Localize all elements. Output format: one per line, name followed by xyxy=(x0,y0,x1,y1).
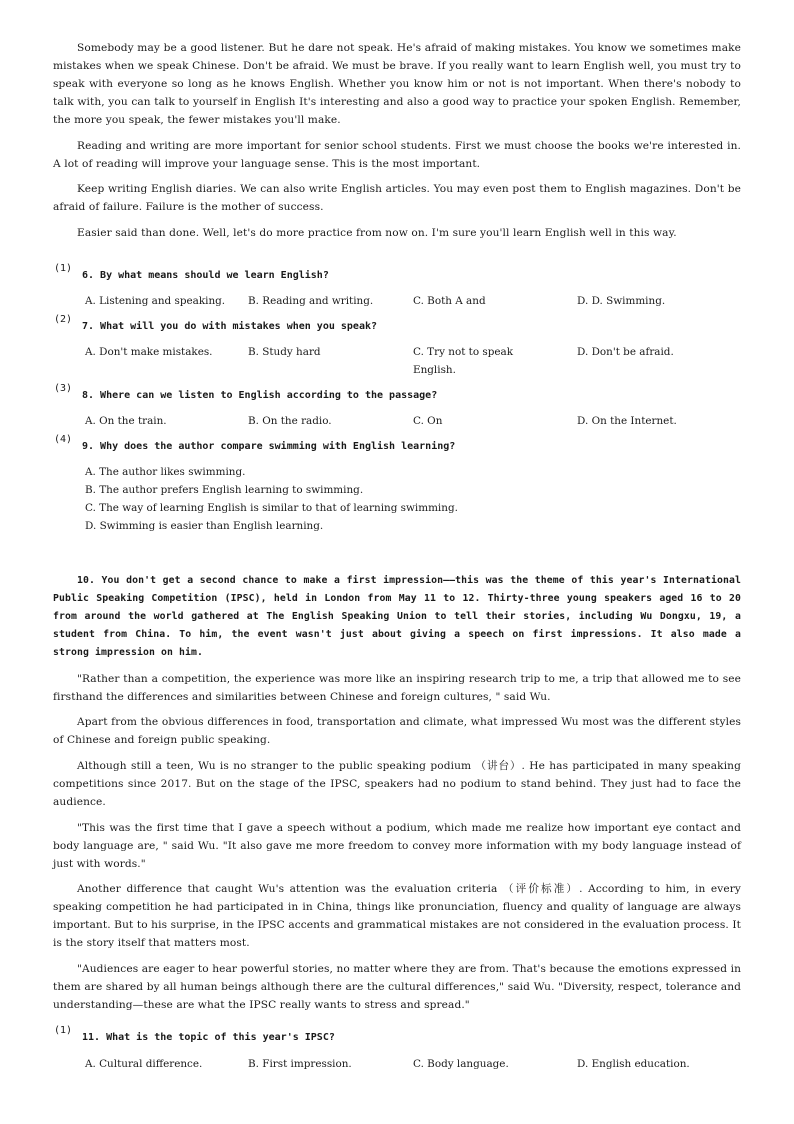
option-c[interactable]: C. Body language. xyxy=(413,1058,509,1070)
question-number: (3) xyxy=(54,383,73,394)
option-b[interactable]: B. Reading and writing. xyxy=(248,295,374,307)
option-a[interactable]: A. On the train. xyxy=(85,415,167,427)
question-text: 11. What is the topic of this year's IPSC? xyxy=(82,1032,335,1043)
option-d[interactable]: D. On the Internet. xyxy=(577,415,677,427)
option-a[interactable]: A. Cultural difference. xyxy=(85,1058,203,1070)
option-b[interactable]: B. The author prefers English learning to swimming. xyxy=(85,484,364,496)
option-d[interactable]: D. Swimming is easier than English learning. xyxy=(85,520,324,532)
passage2-intro: 10. You don't get a second chance to make a first impression——this was the theme of this year's International Public Speaking Competition (IPSC), held in London from May 11 to 12. Thirty-three young speakers aged 16 to 20 from around the world gathered at The English Speaking Union to tell their stories, including Wu Dongxu, 19, a student from China. To him, the event wasn't just about giving a speech on first impressions. It also made a strong impression on him. xyxy=(53,575,741,658)
question-number: (2) xyxy=(54,314,73,325)
option-a[interactable]: A. Listening and speaking. xyxy=(85,295,226,307)
option-b[interactable]: B. First impression. xyxy=(248,1058,352,1070)
passage2-paragraph-1: "Rather than a competition, the experience was more like an inspiring research trip to me, a trip that allowed me to see firsthand the differences and similarities between Chinese and foreign cultures, " said Wu. xyxy=(53,673,741,703)
question-number: (4) xyxy=(54,434,73,445)
option-c[interactable]: C. Try not to speak English. xyxy=(413,346,514,376)
option-d[interactable]: D. Don't be afraid. xyxy=(577,346,674,358)
option-b[interactable]: B. Study hard xyxy=(248,346,321,358)
question-text: 7. What will you do with mistakes when you speak? xyxy=(82,321,378,332)
passage1-paragraph-3: Keep writing English diaries. We can also write English articles. You may even post them to English magazines. Don't be afraid of failure. Failure is the mother of success. xyxy=(53,183,741,213)
passage1-paragraph-1: Somebody may be a good listener. But he dare not speak. He's afraid of making mistakes. You know we sometimes make mistakes when we speak Chinese. Don't be afraid. We must be brave. If you really want to learn English well, you must try to speak with everyone so long as he knows English. Whether you know him or not is not important. When there's nobody to talk with, you can talk to yourself in English It's interesting and also a good way to practice your spoken English. Remember, the more you speak, the fewer mistakes you'll make. xyxy=(53,42,741,126)
passage2-paragraph-3: Although still a teen, Wu is no stranger to the public speaking podium （讲台）. He has participated in many speaking competitions since 2017. But on the stage of the IPSC, speakers had no podium to stand behind. They just had to face the audience. xyxy=(53,760,741,808)
question-text: 9. Why does the author compare swimming with English learning? xyxy=(82,441,456,452)
question-text: 8. Where can we listen to English according to the passage? xyxy=(82,390,438,401)
passage2-paragraph-6: "Audiences are eager to hear powerful stories, no matter where they are from. That's because the emotions expressed in them are shared by all human beings although there are the cultural differences," said Wu. "Diversity, respect, tolerance and understanding—these are what the IPSC really wants to stress and spread." xyxy=(53,963,741,1011)
passage1-paragraph-4: Easier said than done. Well, let's do more practice from now on. I'm sure you'll learn English well in this way. xyxy=(77,227,677,239)
option-a[interactable]: A. The author likes swimming. xyxy=(85,466,246,478)
option-d[interactable]: D. English education. xyxy=(577,1058,690,1070)
question-number: (1) xyxy=(54,1025,73,1036)
option-c[interactable]: C. The way of learning English is similar to that of learning swimming. xyxy=(85,502,458,514)
question-number: (1) xyxy=(54,263,73,274)
option-d[interactable]: D. D. Swimming. xyxy=(577,295,666,307)
passage2-paragraph-2: Apart from the obvious differences in food, transportation and climate, what impressed Wu most was the different styles of Chinese and foreign public speaking. xyxy=(53,716,741,746)
question-text: 6. By what means should we learn English? xyxy=(82,270,329,281)
passage2-paragraph-5: Another difference that caught Wu's attention was the evaluation criteria （评价标准）. According to him, in every speaking competition he had participated in in China, things like pronunciation, fluency and quality of language are always important. But to his surprise, in the IPSC accents and grammatical mistakes are not considered in the evaluation process. It is the story itself that matters most. xyxy=(53,883,741,949)
option-c[interactable]: C. Both A and xyxy=(413,295,486,307)
option-c[interactable]: C. On xyxy=(413,415,443,427)
option-b[interactable]: B. On the radio. xyxy=(248,415,332,427)
passage1-paragraph-2: Reading and writing are more important for senior school students. First we must choose the books we're interested in. A lot of reading will improve your language sense. This is the most important. xyxy=(53,140,741,170)
option-a[interactable]: A. Don't make mistakes. xyxy=(85,346,213,358)
passage2-paragraph-4: "This was the first time that I gave a speech without a podium, which made me realize how important eye contact and body language are, " said Wu. "It also gave me more freedom to convey more information with my body language instead of just with words." xyxy=(53,822,741,870)
